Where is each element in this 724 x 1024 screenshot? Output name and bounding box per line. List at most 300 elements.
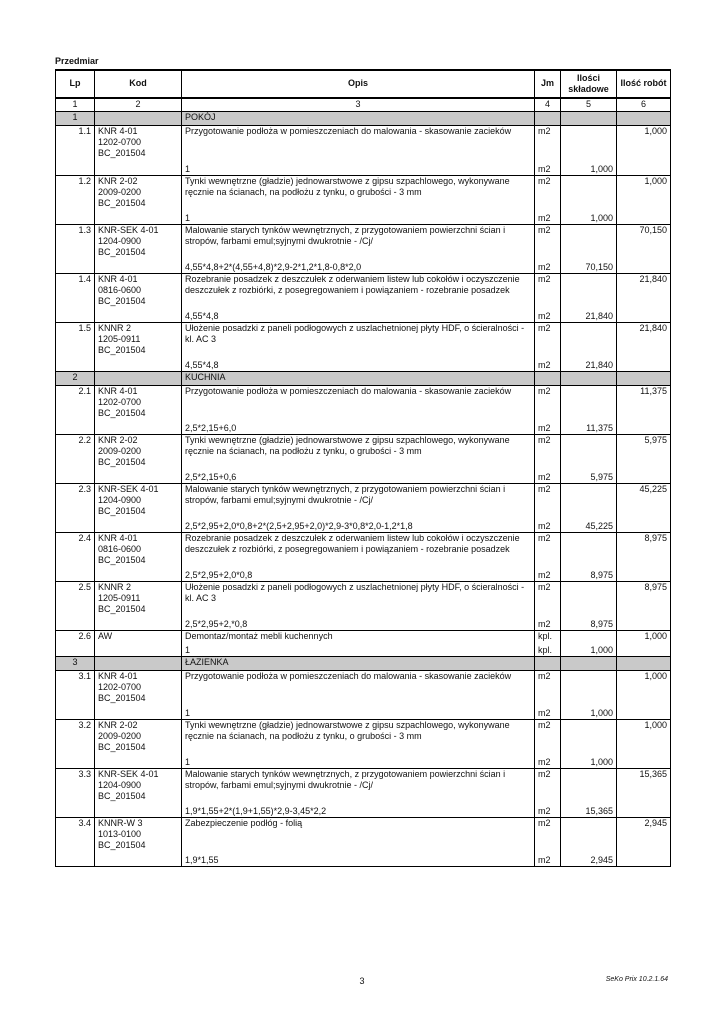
jm-bottom: m2 — [538, 163, 551, 174]
item-jm — [535, 225, 561, 274]
item-ilosci-skladowe — [561, 274, 617, 323]
opis-formula: 1 — [185, 756, 191, 767]
jm-top: m2 — [538, 671, 551, 681]
item-opis — [182, 274, 535, 323]
kod-line: BC_201504 — [98, 408, 146, 419]
item-ilosci-skladowe — [561, 435, 617, 484]
kod-line: 2009-0200 — [98, 446, 142, 457]
item-ilosc-robot: 45,225 — [617, 484, 671, 533]
kod-line: BC_201504 — [98, 791, 146, 802]
colnum: 2 — [95, 98, 182, 112]
jm-bottom: m2 — [538, 854, 551, 865]
item-opis — [182, 769, 535, 818]
jm-stack — [538, 582, 557, 630]
jm-bottom: m2 — [538, 618, 551, 629]
skl-stack — [564, 386, 613, 434]
section-empty — [95, 372, 182, 386]
header-ilosci-skladowe: Ilości składowe — [561, 70, 617, 98]
kod-line: BC_201504 — [98, 247, 146, 258]
jm-bottom: m2 — [538, 261, 551, 272]
kod-line: 0816-0600 — [98, 285, 142, 296]
item-ilosc-robot: 15,365 — [617, 769, 671, 818]
item-opis — [182, 582, 535, 631]
jm-stack — [538, 126, 557, 175]
item-row — [56, 225, 671, 274]
opis-stack — [185, 323, 531, 371]
jm-bottom: m2 — [538, 707, 551, 718]
opis-formula: 2,5*2,95+2,0*0,8 — [185, 569, 253, 580]
opis-text: Rozebranie posadzek z deszczułek z oderwaniem listew lub cokołów i oczyszczenie deszczułek z rozbiórki, z posegregowaniem i powiązaniem - rozebranie posadzek — [185, 533, 520, 555]
item-row — [56, 533, 671, 582]
jm-top: m2 — [538, 386, 551, 396]
item-kod — [95, 225, 182, 274]
jm-top: m2 — [538, 533, 551, 543]
item-row — [56, 176, 671, 225]
jm-stack — [538, 671, 557, 719]
jm-stack — [538, 769, 557, 817]
header-jm: Jm — [535, 70, 561, 98]
jm-top: m2 — [538, 176, 551, 186]
kod-line: BC_201504 — [98, 296, 146, 307]
opis-text: Demontaz/montaż mebli kuchennych — [185, 631, 333, 641]
opis-text: Zabezpieczenie podłóg - folią — [185, 818, 303, 828]
kod-line: 1013-0100 — [98, 829, 142, 840]
jm-bottom: m2 — [538, 422, 551, 433]
item-ilosc-robot: 11,375 — [617, 386, 671, 435]
kod-line: KNR 4-01 — [98, 671, 138, 681]
kod-line: BC_201504 — [98, 148, 146, 159]
opis-formula: 2,5*2,95+2,0*0,8+2*(2,5+2,95+2,0)*2,9-3*0,8*2,0-1,2*1,8 — [185, 520, 413, 531]
section-empty — [617, 657, 671, 671]
page-number: 3 — [359, 976, 365, 986]
opis-stack — [185, 435, 531, 483]
section-number: 1 — [56, 112, 95, 126]
jm-top: m2 — [538, 126, 551, 136]
item-lp: 2.3 — [56, 484, 95, 533]
skl-stack — [564, 533, 613, 581]
item-jm — [535, 484, 561, 533]
jm-top: m2 — [538, 484, 551, 494]
kod-line: KNR 4-01 — [98, 126, 138, 136]
item-lp: 3.2 — [56, 720, 95, 769]
item-ilosci-skladowe — [561, 176, 617, 225]
jm-stack — [538, 386, 557, 434]
kod-line: BC_201504 — [98, 840, 146, 851]
jm-top: m2 — [538, 769, 551, 779]
opis-formula: 1,9*1,55 — [185, 854, 219, 865]
jm-stack — [538, 225, 557, 273]
opis-text: Przygotowanie podłoża w pomieszczeniach do malowania - skasowanie zacieków — [185, 386, 512, 396]
section-empty — [617, 112, 671, 126]
opis-text: Rozebranie posadzek z deszczułek z oderwaniem listew lub cokołów i oczyszczenie deszczułek z rozbiórki, z posegregowaniem i powiązaniem - rozebranie posadzek — [185, 274, 520, 296]
jm-top: m2 — [538, 582, 551, 592]
item-row — [56, 484, 671, 533]
column-number-row — [56, 98, 671, 112]
kod-line: 1202-0700 — [98, 137, 142, 148]
header-opis: Opis — [182, 70, 535, 98]
item-jm — [535, 533, 561, 582]
kod-line: KNR 2-02 — [98, 720, 138, 730]
kod-line: KNR 2-02 — [98, 435, 138, 445]
kod-line: 2009-0200 — [98, 187, 142, 198]
section-empty — [561, 112, 617, 126]
jm-top: m2 — [538, 720, 551, 730]
opis-text: Ułożenie posadzki z paneli podłogowych z uszlachetnionej płyty HDF, o ścieralności - kl. AC 3 — [185, 323, 525, 345]
jm-bottom: m2 — [538, 310, 551, 321]
jm-top: m2 — [538, 435, 551, 445]
skl-stack — [564, 631, 613, 656]
colnum: 5 — [561, 98, 617, 112]
item-opis — [182, 631, 535, 657]
jm-bottom: m2 — [538, 756, 551, 767]
item-jm — [535, 126, 561, 176]
opis-text: Tynki wewnętrzne (gładzie) jednowarstwowe z gipsu szpachlowego, wykonywane ręcznie na ścianach, na podłożu z tynku, o grubości - 3 mm — [185, 720, 510, 742]
item-ilosc-robot: 8,975 — [617, 582, 671, 631]
kod-line: BC_201504 — [98, 693, 146, 704]
item-lp: 2.4 — [56, 533, 95, 582]
opis-text: Tynki wewnętrzne (gładzie) jednowarstwowe z gipsu szpachlowego, wykonywane ręcznie na ścianach, na podłożu z tynku, o grubości - 3 mm — [185, 435, 510, 457]
section-name: POKÓJ — [182, 112, 535, 126]
skl-value: 1,000 — [590, 756, 613, 767]
opis-text: Malowanie starych tynków wewnętrznych, z przygotowaniem powierzchni ścian i stropów, farbami emul;syjnymi dwukrotnie - /Cj/ — [185, 769, 506, 791]
item-ilosc-robot: 5,975 — [617, 435, 671, 484]
kod-line: 1202-0700 — [98, 682, 142, 693]
item-jm — [535, 323, 561, 372]
skl-value: 15,365 — [585, 805, 613, 816]
section-empty — [617, 372, 671, 386]
item-jm — [535, 176, 561, 225]
item-ilosci-skladowe — [561, 818, 617, 867]
kod-line: 1205-0911 — [98, 334, 141, 345]
kod-line: 1204-0900 — [98, 236, 142, 247]
item-opis — [182, 818, 535, 867]
item-kod — [95, 533, 182, 582]
jm-top: m2 — [538, 274, 551, 284]
item-lp: 1.2 — [56, 176, 95, 225]
opis-formula: 2,5*2,95+2,*0,8 — [185, 618, 248, 629]
section-number: 2 — [56, 372, 95, 386]
opis-formula: 2,5*2,15+6,0 — [185, 422, 237, 433]
skl-stack — [564, 176, 613, 224]
item-ilosc-robot: 8,975 — [617, 533, 671, 582]
skl-stack — [564, 720, 613, 768]
item-lp: 1.3 — [56, 225, 95, 274]
item-ilosc-robot: 21,840 — [617, 323, 671, 372]
kod-line: 1202-0700 — [98, 397, 142, 408]
skl-value: 21,840 — [585, 359, 613, 370]
item-opis — [182, 484, 535, 533]
skl-value: 2,945 — [590, 854, 613, 865]
item-row — [56, 386, 671, 435]
item-jm — [535, 582, 561, 631]
item-ilosc-robot: 2,945 — [617, 818, 671, 867]
item-opis — [182, 176, 535, 225]
jm-stack — [538, 274, 557, 322]
jm-top: m2 — [538, 323, 551, 333]
jm-bottom: m2 — [538, 569, 551, 580]
section-empty — [535, 372, 561, 386]
jm-stack — [538, 818, 557, 866]
kod-line: BC_201504 — [98, 742, 146, 753]
item-opis — [182, 671, 535, 720]
item-ilosci-skladowe — [561, 386, 617, 435]
item-lp: 3.4 — [56, 818, 95, 867]
opis-text: Przygotowanie podłoża w pomieszczeniach do malowania - skasowanie zacieków — [185, 671, 512, 681]
colnum: 6 — [617, 98, 671, 112]
item-opis — [182, 533, 535, 582]
section-name: KUCHNIA — [182, 372, 535, 386]
opis-stack — [185, 484, 531, 532]
jm-stack — [538, 720, 557, 768]
opis-formula: 4,55*4,8 — [185, 310, 219, 321]
skl-value: 1,000 — [590, 212, 613, 223]
skl-stack — [564, 274, 613, 322]
kod-line: KNR-SEK 4-01 — [98, 769, 159, 779]
item-ilosci-skladowe — [561, 631, 617, 657]
opis-stack — [185, 671, 531, 719]
item-kod — [95, 631, 182, 657]
opis-formula: 4,55*4,8+2*(4,55+4,8)*2,9-2*1,2*1,8-0,8*2,0 — [185, 261, 362, 272]
skl-stack — [564, 323, 613, 371]
opis-text: Ułożenie posadzki z paneli podłogowych z uszlachetnionej płyty HDF, o ścieralności - kl. AC 3 — [185, 582, 525, 604]
section-name: ŁAZIENKA — [182, 657, 535, 671]
colnum: 1 — [56, 98, 95, 112]
opis-text: Malowanie starych tynków wewnętrznych, z przygotowaniem powierzchni ścian i stropów, farbami emul;syjnymi dwukrotnie - /Cj/ — [185, 484, 506, 506]
item-lp: 2.2 — [56, 435, 95, 484]
jm-bottom: m2 — [538, 520, 551, 531]
opis-stack — [185, 176, 531, 224]
item-ilosci-skladowe — [561, 582, 617, 631]
opis-text: Tynki wewnętrzne (gładzie) jednowarstwowe z gipsu szpachlowego, wykonywane ręcznie na ścianach, na podłożu z tynku, o grubości - 3 mm — [185, 176, 510, 198]
kod-line: KNR 2-02 — [98, 176, 138, 186]
kod-line: 1204-0900 — [98, 495, 142, 506]
item-row — [56, 323, 671, 372]
software-version: SeKo Prix 10.2.1.64 — [605, 976, 668, 983]
item-row — [56, 720, 671, 769]
kod-line: KNR-SEK 4-01 — [98, 225, 159, 235]
item-opis — [182, 386, 535, 435]
item-opis — [182, 435, 535, 484]
item-kod — [95, 720, 182, 769]
item-ilosci-skladowe — [561, 225, 617, 274]
opis-stack — [185, 126, 531, 175]
item-jm — [535, 818, 561, 867]
jm-bottom: m2 — [538, 805, 551, 816]
jm-top: m2 — [538, 225, 551, 235]
item-ilosc-robot: 70,150 — [617, 225, 671, 274]
item-ilosci-skladowe — [561, 769, 617, 818]
kod-line: BC_201504 — [98, 345, 146, 356]
kod-line: 1205-0911 — [98, 593, 141, 604]
item-row — [56, 671, 671, 720]
jm-stack — [538, 484, 557, 532]
item-jm — [535, 720, 561, 769]
item-lp: 2.6 — [56, 631, 95, 657]
item-row — [56, 435, 671, 484]
kod-line: KNNR 2 — [98, 323, 132, 333]
section-empty — [561, 372, 617, 386]
skl-value: 70,150 — [585, 261, 613, 272]
kod-line: KNR 4-01 — [98, 386, 138, 396]
section-empty — [95, 657, 182, 671]
section-empty — [95, 112, 182, 126]
opis-formula: 1 — [185, 644, 191, 655]
kod-line: BC_201504 — [98, 198, 146, 209]
kod-line: BC_201504 — [98, 457, 146, 468]
item-row — [56, 274, 671, 323]
item-ilosci-skladowe — [561, 126, 617, 176]
opis-stack — [185, 720, 531, 768]
jm-stack — [538, 435, 557, 483]
item-kod — [95, 176, 182, 225]
item-kod — [95, 386, 182, 435]
item-opis — [182, 720, 535, 769]
item-kod — [95, 818, 182, 867]
opis-stack — [185, 769, 531, 817]
skl-stack — [564, 225, 613, 273]
skl-stack — [564, 769, 613, 817]
item-ilosci-skladowe — [561, 720, 617, 769]
item-ilosc-robot: 1,000 — [617, 720, 671, 769]
item-ilosc-robot: 21,840 — [617, 274, 671, 323]
opis-formula: 1 — [185, 707, 191, 718]
header-ilosc-robot: Ilość robót — [617, 70, 671, 98]
item-lp: 1.4 — [56, 274, 95, 323]
item-row — [56, 582, 671, 631]
opis-formula: 4,55*4,8 — [185, 359, 219, 370]
item-row — [56, 769, 671, 818]
przedmiar-table — [55, 69, 671, 867]
opis-stack — [185, 631, 531, 656]
item-ilosci-skladowe — [561, 671, 617, 720]
header-lp: Lp — [56, 70, 95, 98]
item-jm — [535, 386, 561, 435]
skl-value: 45,225 — [585, 520, 613, 531]
item-opis — [182, 225, 535, 274]
kod-line: BC_201504 — [98, 506, 146, 517]
item-jm — [535, 671, 561, 720]
item-kod — [95, 435, 182, 484]
kod-line: KNR 4-01 — [98, 533, 138, 543]
kod-line: 2009-0200 — [98, 731, 142, 742]
item-kod — [95, 671, 182, 720]
skl-value: 1,000 — [590, 707, 613, 718]
section-empty — [535, 657, 561, 671]
kod-line: KNNR 2 — [98, 582, 132, 592]
opis-text: Przygotowanie podłoża w pomieszczeniach do malowania - skasowanie zacieków — [185, 126, 512, 136]
skl-value: 8,975 — [590, 618, 613, 629]
jm-top: m2 — [538, 818, 551, 828]
section-number: 3 — [56, 657, 95, 671]
item-lp: 2.5 — [56, 582, 95, 631]
opis-stack — [185, 274, 531, 322]
item-kod — [95, 323, 182, 372]
jm-bottom: kpl. — [538, 644, 553, 655]
item-ilosci-skladowe — [561, 484, 617, 533]
item-row — [56, 126, 671, 176]
opis-stack — [185, 225, 531, 273]
item-jm — [535, 435, 561, 484]
item-ilosc-robot: 1,000 — [617, 176, 671, 225]
item-kod — [95, 274, 182, 323]
item-lp: 1.5 — [56, 323, 95, 372]
item-jm — [535, 274, 561, 323]
item-kod — [95, 582, 182, 631]
skl-stack — [564, 582, 613, 630]
item-ilosci-skladowe — [561, 533, 617, 582]
item-lp: 2.1 — [56, 386, 95, 435]
opis-formula: 1,9*1,55+2*(1,9+1,55)*2,9-3,45*2,2 — [185, 805, 327, 816]
skl-stack — [564, 818, 613, 866]
section-row — [56, 112, 671, 126]
section-empty — [535, 112, 561, 126]
kod-line: KNR-SEK 4-01 — [98, 484, 159, 494]
skl-value: 1,000 — [590, 644, 613, 655]
skl-value: 21,840 — [585, 310, 613, 321]
item-ilosc-robot: 1,000 — [617, 631, 671, 657]
item-jm — [535, 769, 561, 818]
jm-bottom: m2 — [538, 359, 551, 370]
skl-stack — [564, 126, 613, 175]
jm-stack — [538, 176, 557, 224]
jm-bottom: m2 — [538, 471, 551, 482]
section-empty — [561, 657, 617, 671]
item-lp: 1.1 — [56, 126, 95, 176]
skl-value: 5,975 — [590, 471, 613, 482]
item-jm — [535, 631, 561, 657]
kod-line: AW — [98, 631, 113, 641]
opis-formula: 2,5*2,15+0,6 — [185, 471, 237, 482]
kod-line: KNR 4-01 — [98, 274, 138, 284]
section-row — [56, 657, 671, 671]
opis-stack — [185, 533, 531, 581]
kod-line: KNNR-W 3 — [98, 818, 143, 828]
jm-stack — [538, 533, 557, 581]
item-kod — [95, 126, 182, 176]
jm-stack — [538, 631, 557, 656]
kod-line: BC_201504 — [98, 555, 146, 566]
header-kod: Kod — [95, 70, 182, 98]
opis-text: Malowanie starych tynków wewnętrznych, z przygotowaniem powierzchni ścian i stropów, farbami emul;syjnymi dwukrotnie - /Cj/ — [185, 225, 506, 247]
skl-stack — [564, 671, 613, 719]
item-kod — [95, 484, 182, 533]
skl-value: 11,375 — [586, 422, 613, 433]
skl-value: 8,975 — [590, 569, 613, 580]
opis-stack — [185, 818, 531, 866]
item-kod — [95, 769, 182, 818]
header-row — [56, 70, 671, 98]
kod-line: 1204-0900 — [98, 780, 142, 791]
item-opis — [182, 126, 535, 176]
colnum: 4 — [535, 98, 561, 112]
kod-line: BC_201504 — [98, 604, 146, 615]
item-ilosc-robot: 1,000 — [617, 126, 671, 176]
item-row — [56, 631, 671, 657]
opis-stack — [185, 582, 531, 630]
opis-formula: 1 — [185, 212, 191, 223]
skl-value: 1,000 — [590, 163, 613, 174]
section-row — [56, 372, 671, 386]
item-ilosc-robot: 1,000 — [617, 671, 671, 720]
item-lp: 3.1 — [56, 671, 95, 720]
jm-top: kpl. — [538, 631, 553, 641]
opis-formula: 1 — [185, 163, 191, 174]
skl-stack — [564, 435, 613, 483]
item-lp: 3.3 — [56, 769, 95, 818]
opis-stack — [185, 386, 531, 434]
document-title: Przedmiar — [55, 56, 99, 66]
item-ilosci-skladowe — [561, 323, 617, 372]
